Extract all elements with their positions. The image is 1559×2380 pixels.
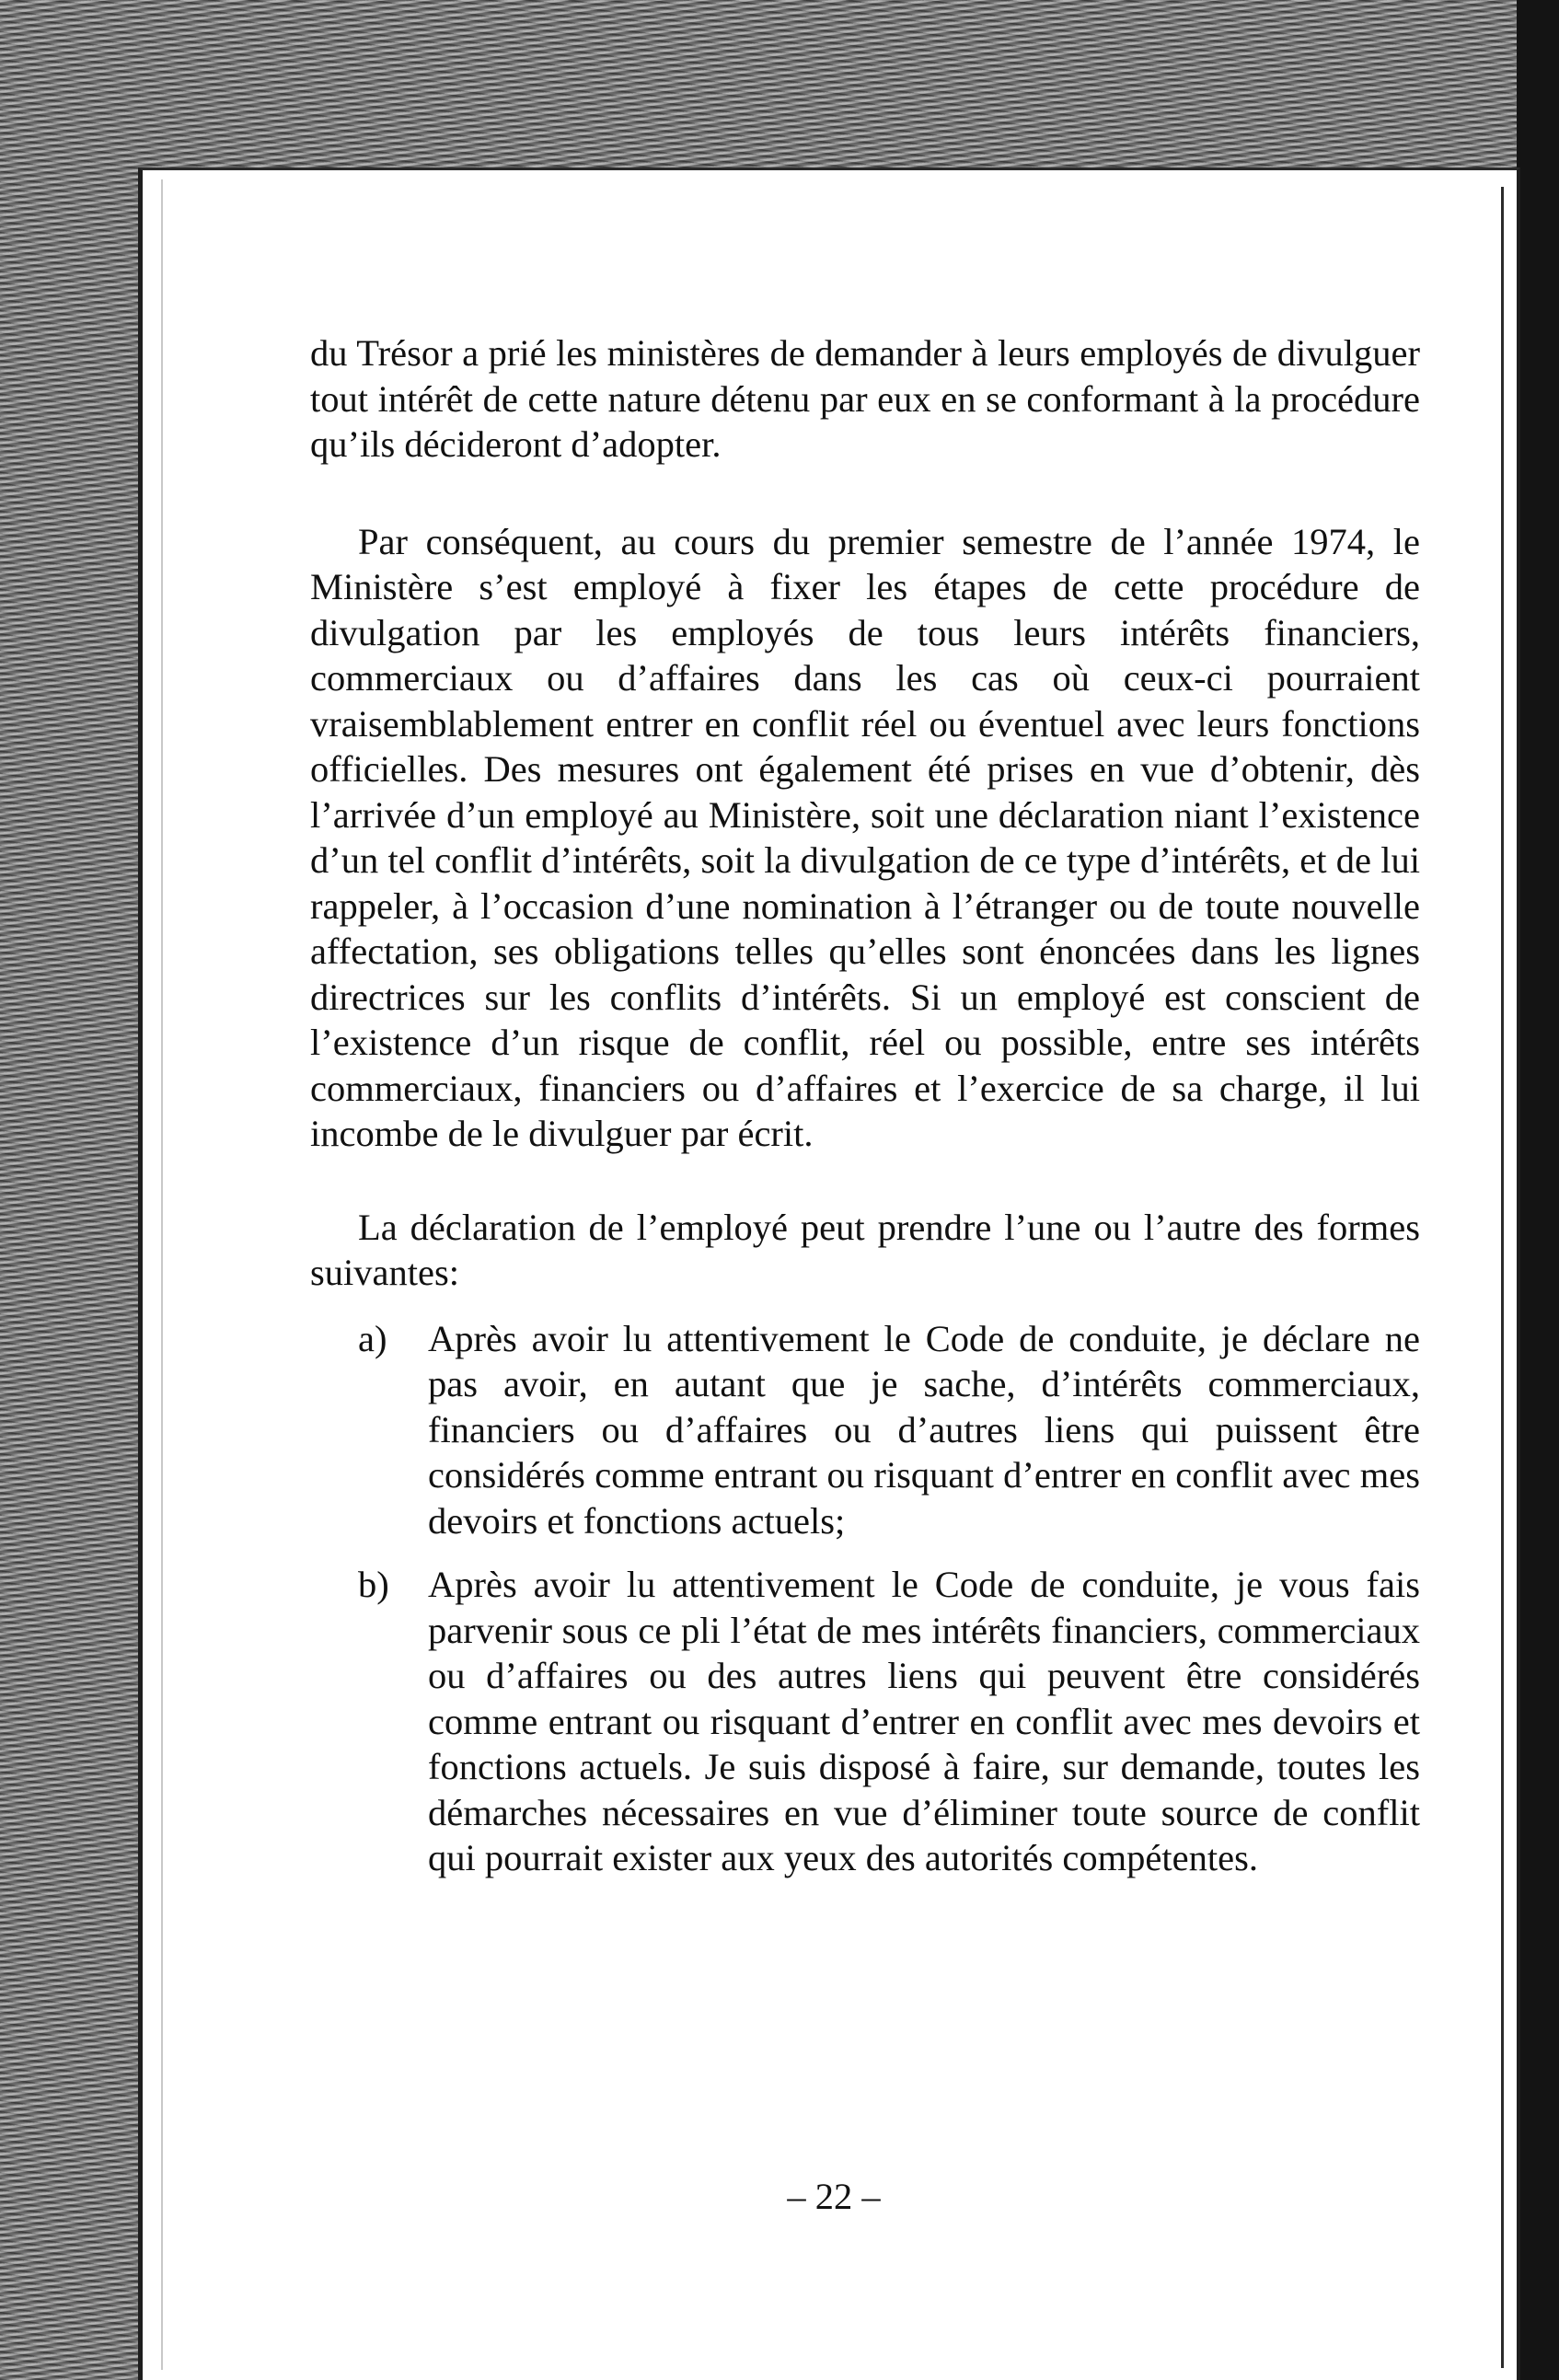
scan-background-top [0, 0, 1559, 175]
page-number: – 22 – [787, 2176, 881, 2217]
page-edge-line-left [161, 179, 163, 2370]
list-item-label: a) [358, 1317, 387, 1359]
scan-background-spine [1517, 0, 1559, 2380]
list-item-text: Après avoir lu attentivement le Code de conduite, je déclare ne pas avoir, en autant que je sache, d’intérêts commerciaux, financiers ou d’affaires ou d’autres liens qui puissent être considérés comme entrant ou risquant d’entrer en conflit avec mes devoirs et fonctions actuels; [428, 1317, 1420, 1542]
list-item-text: Après avoir lu attentivement le Code de conduite, je vous fais parvenir sous ce pli l’état de mes intérêts financiers, commerciaux ou d’affaires ou des autres liens qui peuvent être considérés comme entrant ou risquant d’entrer en conflit avec mes devoirs et fonctions actuels. Je suis disposé à faire, sur demande, toutes les démarches nécessaires en vue d’éliminer toute source de conflit qui pourrait exister aux yeux des autorités compétentes. [428, 1564, 1420, 1878]
body-text [310, 330, 1420, 1881]
document-page [138, 168, 1520, 2380]
page-edge-line-right [1501, 187, 1504, 2368]
list-item-b [358, 1562, 1420, 1881]
paragraph-continuation: du Trésor a prié les ministères de demander à leurs employés de divulguer tout intérêt de cette nature détenu par eux en se conformant à la procédure qu’ils décideront d’adopter. [310, 332, 1420, 465]
paragraph-procedure: Par conséquent, au cours du premier semestre de l’année 1974, le Ministère s’est employé à fixer les étapes de cette procédure de divulgation par les employés de tous leurs intérêts financiers, commerciaux ou d’affaires dans les cas où ceux-ci pourraient vraisemblablement entrer en conflit réel ou éventuel avec leurs fonctions officielles. Des mesures ont également été prises en vue d’obtenir, dès l’arrivée d’un employé au Ministère, soit une déclaration niant l’existence d’un tel conflit d’intérêts, soit la divulgation de ce type d’intérêts, et de lui rappeler, à l’occasion d’une nomination à l’étranger ou de toute nouvelle affectation, ses obligations telles qu’elles sont énoncées dans les lignes directrices sur les conflits d’intérêts. Si un employé est conscient de l’existence d’un risque de conflit, réel ou possible, entre ses intérêts commerciaux, financiers ou d’affaires et l’exercice de sa charge, il lui incombe de le divulguer par écrit. [310, 520, 1420, 1154]
list-item-a [358, 1316, 1420, 1544]
list-item-label: b) [358, 1564, 389, 1605]
paragraph-declaration-intro: La déclaration de l’employé peut prendre l’une ou l’autre des formes suivantes: [310, 1206, 1420, 1293]
